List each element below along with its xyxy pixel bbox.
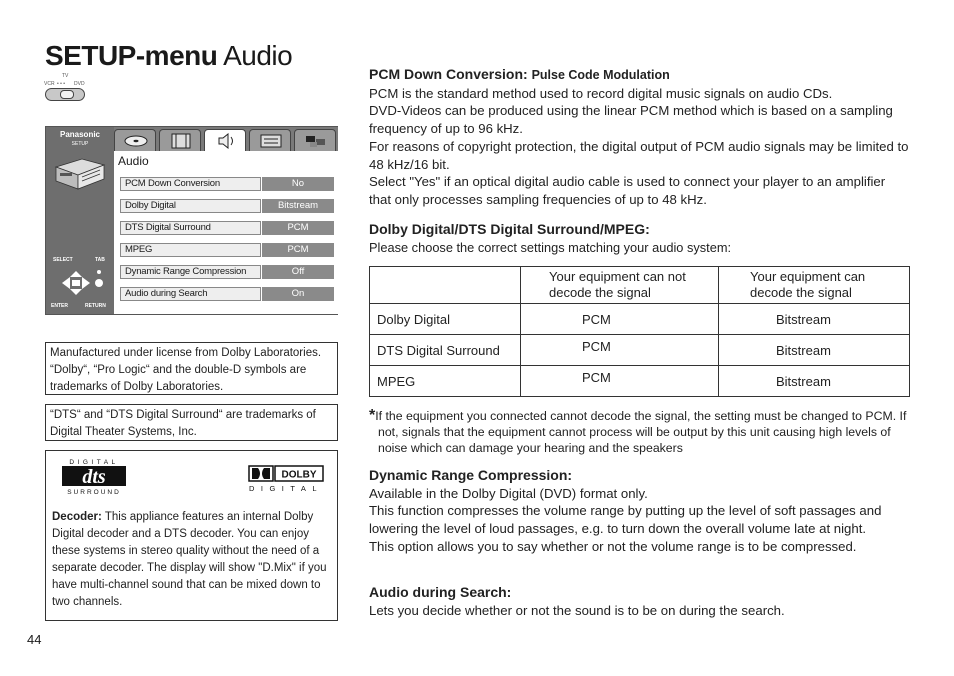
switch-tv-label: TV <box>62 73 69 79</box>
pcm-paragraph: Select "Yes" if an optical digital audio cable is used to connect your player to an amplifier that only processes sampling frequencies of up to 48 kHz. <box>369 174 886 207</box>
menu-row-pcm <box>120 177 332 191</box>
table-header-cell: Your equipment can decode the signal <box>719 267 910 304</box>
tab-label: TAB <box>95 257 105 263</box>
menu-tabs <box>114 127 338 151</box>
tab-disc <box>114 129 156 151</box>
page-title-light: Audio <box>223 40 293 71</box>
menu-row-label: MPEG <box>120 243 261 257</box>
switch-dots: • • • <box>57 81 66 87</box>
table-cell: Bitstream <box>719 335 910 366</box>
page-title-bold: SETUP-menu <box>45 40 218 71</box>
pcm-heading-main: PCM Down Conversion: <box>369 66 528 82</box>
pcm-heading <box>369 66 909 85</box>
select-label: SELECT <box>53 257 73 263</box>
table-row <box>370 304 910 335</box>
menu-row-dolby <box>120 199 332 213</box>
page-title <box>45 38 292 74</box>
search-heading: Audio during Search: <box>369 584 512 600</box>
footnote-text: If the equipment you connected cannot decode the signal, the setting must be changed to PCM. If not, signals that the equipment cannot process will be output by this unit causing high levels of noise which can damage your hearing and the speakers <box>375 409 907 455</box>
pcm-heading-sub: Pulse Code Modulation <box>531 68 670 82</box>
table-cell: Bitstream <box>719 366 910 397</box>
dolby-trademark-text: Manufactured under license from Dolby Laboratories. “Dolby“, “Pro Logic“ and the double-D symbols are trademarks of Dolby Laboratories. <box>50 347 322 393</box>
menu-row-value: Bitstream <box>262 199 334 213</box>
dvd-player-icon <box>52 153 108 193</box>
menu-row-dts <box>120 221 332 235</box>
dts-logo-main: dts <box>82 466 106 488</box>
menu-row-drc <box>120 265 332 279</box>
dolby-logo-bottom: DIGITAL <box>248 484 324 493</box>
table-cell: Bitstream <box>719 304 910 335</box>
menu-row-label: Dynamic Range Compression <box>120 265 261 279</box>
enter-label: ENTER <box>51 303 68 309</box>
decoder-text <box>52 509 332 611</box>
search-text: Lets you decide whether or not the sound is to be on during the search. <box>369 602 785 618</box>
pcm-section <box>369 66 909 209</box>
menu-row-value: No <box>262 177 334 191</box>
switch-body <box>45 88 85 101</box>
table-header-row <box>370 267 910 304</box>
drc-section <box>369 467 909 556</box>
table-row <box>370 366 910 397</box>
dts-logo-top: DIGITAL <box>69 459 119 466</box>
disc-icon <box>123 133 149 149</box>
speaker-icon <box>213 133 239 149</box>
table-cell: PCM <box>521 366 719 397</box>
dolby-logo-word: DOLBY <box>281 469 317 481</box>
menu-row-label: Dolby Digital <box>120 199 261 213</box>
dolby-section <box>369 221 909 256</box>
page-number: 44 <box>27 632 42 647</box>
tab-display <box>249 129 291 151</box>
pcm-paragraph: DVD-Videos can be produced using the linear PCM method which is based on a sampling frequency of up to 96 kHz. <box>369 103 893 137</box>
footnote <box>369 408 909 456</box>
setup-menu-screen <box>45 126 338 315</box>
tab-language <box>294 129 336 151</box>
dolby-intro: Please choose the correct settings matching your audio system: <box>369 239 732 255</box>
table-cell: PCM <box>521 304 719 335</box>
switch-dvd-label: DVD <box>74 81 85 87</box>
table-cell: MPEG <box>370 366 521 397</box>
brand-setup-label: SETUP <box>71 141 89 147</box>
flag-icon <box>303 133 329 149</box>
dolby-heading: Dolby Digital/DTS Digital Surround/MPEG: <box>369 221 650 237</box>
return-label: RETURN <box>85 303 106 309</box>
menu-row-search <box>120 287 332 301</box>
menu-side-panel <box>46 127 114 314</box>
table-cell: Dolby Digital <box>370 304 521 335</box>
menu-row-label: DTS Digital Surround <box>120 221 261 235</box>
menu-row-mpeg <box>120 243 332 257</box>
decoder-notice <box>45 450 338 621</box>
dts-trademark-notice <box>45 404 338 441</box>
switch-knob <box>60 90 74 99</box>
table-cell: PCM <box>521 335 719 366</box>
menu-row-value: PCM <box>262 243 334 257</box>
dts-trademark-text: “DTS“ and “DTS Digital Surround“ are trademarks of Digital Theater Systems, Inc. <box>50 409 316 438</box>
film-icon <box>168 133 194 149</box>
drc-paragraph: This function compresses the volume range by putting up the level of soft passages and lowering the level of loud passages, e.g. to turn down the overall volume late at night. <box>369 503 882 537</box>
drc-paragraph: Available in the Dolby Digital (DVD) format only. <box>369 485 648 501</box>
decoder-body: This appliance features an internal Dolby Digital decoder and a DTS decoder. You can enjoy these systems in stereo quality without the need of a separate decoder. The display will show "D.Mix" if you have multi-channel sound that can be mixed down to two channels. <box>52 511 327 608</box>
table-row <box>370 335 910 366</box>
switch-vcr-label: VCR <box>44 81 55 87</box>
decoder-label: Decoder: <box>52 511 102 523</box>
drc-heading: Dynamic Range Compression: <box>369 467 573 483</box>
brand-logo: Panasonic <box>59 130 100 139</box>
menu-content <box>114 151 338 314</box>
dts-logo <box>62 457 126 495</box>
dolby-trademark-notice <box>45 342 338 395</box>
table-cell: DTS Digital Surround <box>370 335 521 366</box>
drc-paragraph: This option allows you to say whether or not the volume range is to be compressed. <box>369 538 857 554</box>
menu-row-label: PCM Down Conversion <box>120 177 261 191</box>
menu-row-value: Off <box>262 265 334 279</box>
dts-logo-bottom: SURROUND <box>67 489 121 495</box>
pcm-paragraph: For reasons of copyright protection, the digital output of PCM audio signals may be limited to 48 kHz/16 bit. <box>369 138 909 172</box>
navigation-pad-icon <box>56 269 104 297</box>
tab-audio <box>204 129 246 152</box>
footnote-marker: * <box>369 407 376 424</box>
menu-row-value: On <box>262 287 334 301</box>
pcm-paragraph: PCM is the standard method used to record digital music signals on audio CDs. <box>369 85 833 101</box>
audio-settings-table <box>369 266 910 397</box>
tab-film <box>159 129 201 151</box>
table-header-cell <box>370 267 521 304</box>
menu-row-label: Audio during Search <box>120 287 261 301</box>
dolby-digital-logo <box>248 465 324 493</box>
search-section <box>369 584 909 619</box>
menu-row-value: PCM <box>262 221 334 235</box>
menu-heading: Audio <box>118 154 149 168</box>
table-header-cell: Your equipment can not decode the signal <box>521 267 719 304</box>
display-icon <box>258 133 284 149</box>
tv-vcr-dvd-switch <box>44 73 88 103</box>
